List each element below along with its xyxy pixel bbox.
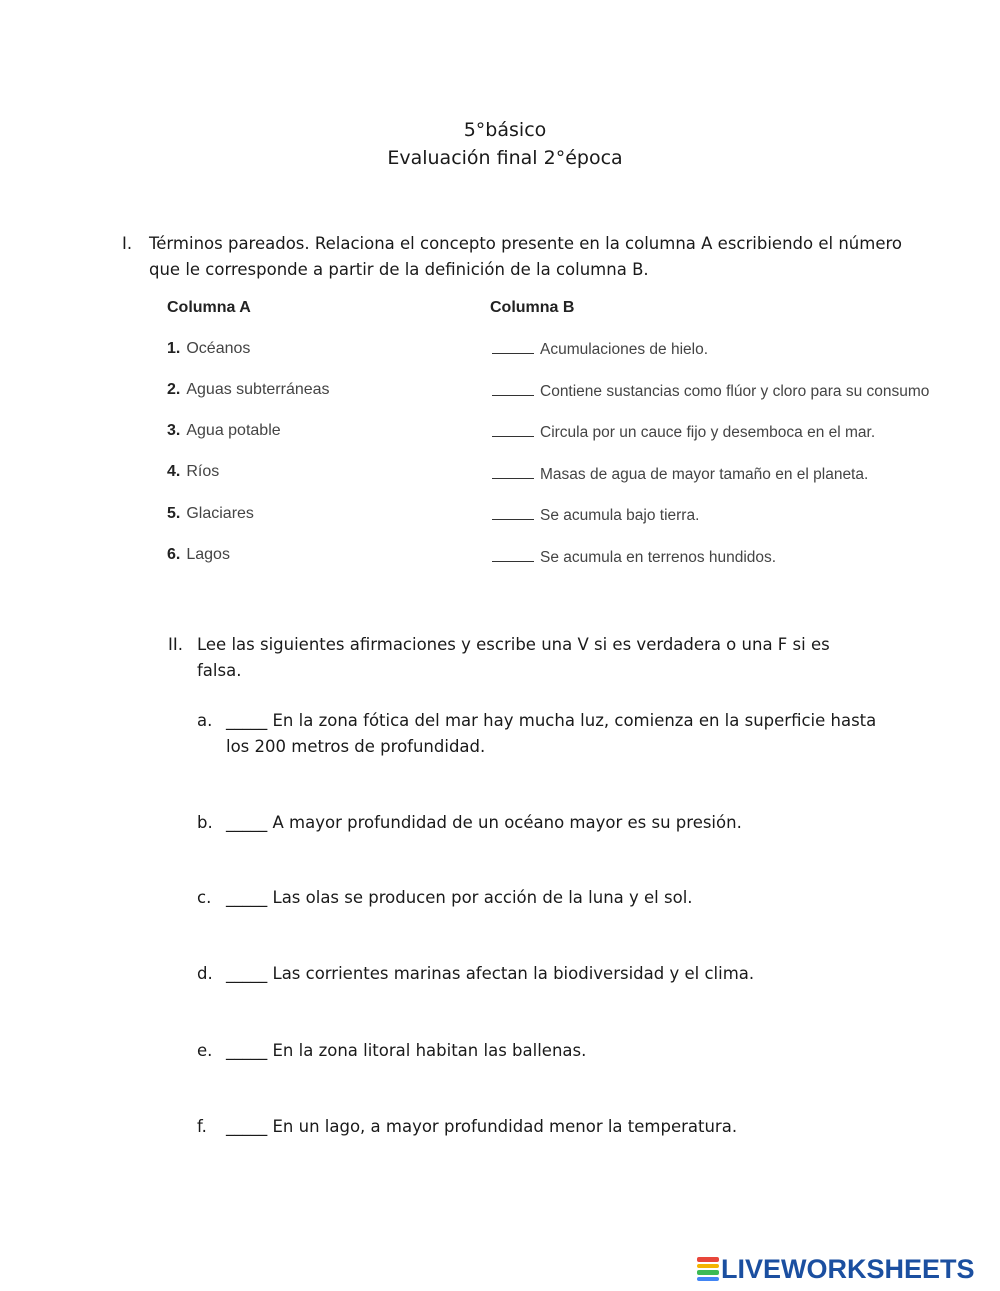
statement-text[interactable]: _____ En la zona fótica del mar hay mucha luz, comienza en la superficie hasta los 200 metros de profundidad.	[226, 711, 877, 756]
section-1-number: I.	[122, 234, 133, 253]
liveworksheets-logo	[697, 1254, 975, 1284]
section-1-text: Términos pareados. Relaciona el concepto presente en la columna A escribiendo el número que le corresponde a partir de la definición de la columna B.	[149, 234, 902, 279]
column-a-item: 3. Agua potable	[167, 422, 281, 439]
page-title: Evaluación final 2°época	[387, 147, 623, 169]
statement-text[interactable]: _____ Las corrientes marinas afectan la biodiversidad y el clima.	[226, 964, 755, 983]
logo-bar	[697, 1264, 719, 1269]
statement-text[interactable]: _____ En la zona litoral habitan las ballenas.	[226, 1041, 587, 1060]
grade-heading: 5°básico	[463, 119, 547, 141]
column-b-header: Columna B	[490, 299, 575, 316]
answer-blank[interactable]	[492, 519, 534, 520]
column-b-item: Masas de agua de mayor tamaño en el planeta.	[492, 466, 868, 484]
answer-blank[interactable]	[492, 353, 534, 354]
section-2-number: II.	[168, 635, 183, 654]
column-b-item: Acumulaciones de hielo.	[492, 341, 708, 359]
logo-bar	[697, 1277, 719, 1282]
column-a-item: 6. Lagos	[167, 546, 230, 563]
statement-text[interactable]: _____ Las olas se producen por acción de la luna y el sol.	[226, 888, 693, 907]
answer-blank[interactable]	[492, 561, 534, 562]
column-a-item: 5. Glaciares	[167, 505, 254, 522]
liveworksheets-logo-text: LIVEWORKSHEETS	[721, 1253, 975, 1284]
column-a-item: 1. Océanos	[167, 340, 251, 357]
column-b-item: Contiene sustancias como flúor y cloro para su consumo	[492, 383, 929, 401]
column-a-header: Columna A	[167, 299, 251, 316]
section-2-text: Lee las siguientes afirmaciones y escribe una V si es verdadera o una F si es falsa.	[197, 635, 830, 680]
statement-text[interactable]: _____ En un lago, a mayor profundidad menor la temperatura.	[226, 1117, 738, 1136]
statement-text[interactable]: _____ A mayor profundidad de un océano mayor es su presión.	[226, 813, 742, 832]
column-a-item: 4. Ríos	[167, 463, 220, 480]
answer-blank[interactable]	[492, 478, 534, 479]
answer-blank[interactable]	[492, 436, 534, 437]
logo-bar	[697, 1257, 719, 1262]
liveworksheets-logo-icon	[697, 1256, 719, 1282]
logo-bar	[697, 1270, 719, 1275]
column-b-item: Circula por un cauce fijo y desemboca en el mar.	[492, 424, 875, 442]
column-b-item: Se acumula en terrenos hundidos.	[492, 549, 776, 567]
answer-blank[interactable]	[492, 395, 534, 396]
column-a-item: 2. Aguas subterráneas	[167, 381, 330, 398]
column-b-item: Se acumula bajo tierra.	[492, 507, 699, 525]
